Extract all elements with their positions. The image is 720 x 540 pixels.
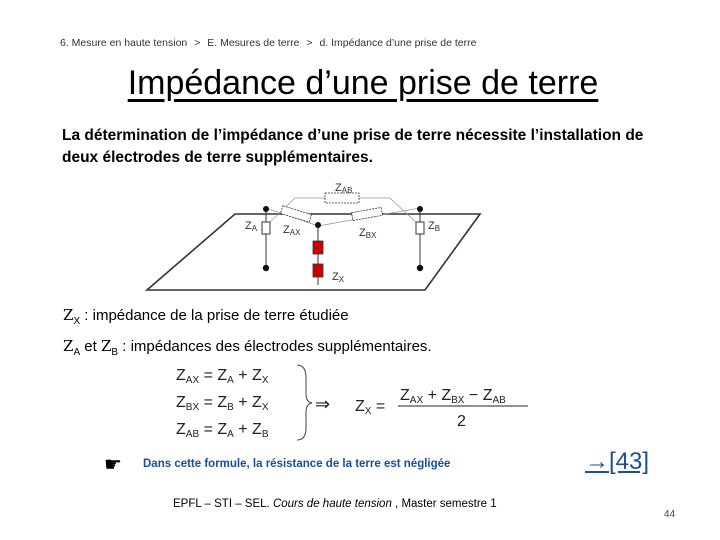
label-zbx: ZBX [359,227,377,240]
result-denominator: 2 [457,413,466,430]
equation-zbx: ZBX = ZB + ZX [176,394,269,413]
electrode-b [416,222,424,234]
electrode-a-ground [263,265,269,271]
electrode-x-top [315,222,321,228]
zbx-impedance [352,207,383,220]
definition-zx: $Z_X$ : impédance de la prise de terre étudiée [63,306,349,327]
label-zax: ZAX [283,224,301,237]
pointing-hand-icon: ☛ [104,454,122,476]
label-zx: ZX [332,271,345,284]
label-za: ZA [245,220,258,233]
electrode-a-top [263,206,269,212]
page-title: Impédance d’une prise de terre [127,64,599,102]
intro-paragraph: La détermination de l’impédance d’une prise de terre nécessite l’installation de deux électrodes de terre supplémentaires. [62,127,644,166]
electrode-a [262,222,270,234]
reference-link[interactable] [585,448,649,476]
reference-label: [43] [609,448,650,475]
electrode-b-top [417,206,423,212]
breadcrumb-separator: > [306,37,313,49]
footer: EPFL – STI – SEL. Cours de haute tension , Master semestre 1 [173,498,497,510]
impedance-formula [170,360,540,445]
zax-impedance [280,206,311,222]
result-zx: ZX = [355,398,386,417]
curly-brace [297,365,312,440]
breadcrumb-separator: > [194,37,201,49]
definition-za-zb: $Z_A$ et $Z_B$ : impédances des électrodes supplémentaires. [63,337,432,358]
right-arrow-icon: → [585,448,609,475]
breadcrumb-item[interactable]: E. Mesures de terre [207,37,300,49]
equation-zax: ZAX = ZA + ZX [176,367,269,386]
electrode-x-upper [313,241,323,254]
label-zb: ZB [428,220,441,233]
implies-arrow: ⇒ [315,394,331,414]
breadcrumb-item[interactable]: 6. Mesure en haute tension [60,37,188,49]
electrode-x-lower [313,264,323,277]
label-zab: ZAB [335,182,353,195]
page-number: 44 [664,509,676,520]
note-text: Dans cette formule, la résistance de la terre est négligée [143,458,451,470]
equation-zab: ZAB = ZA + ZB [176,421,269,440]
result-numerator: ZAX + ZBX − ZAB [400,387,506,406]
breadcrumb-item[interactable]: d. Impédance d’une prise de terre [319,37,477,49]
electrode-b-ground [417,265,423,271]
